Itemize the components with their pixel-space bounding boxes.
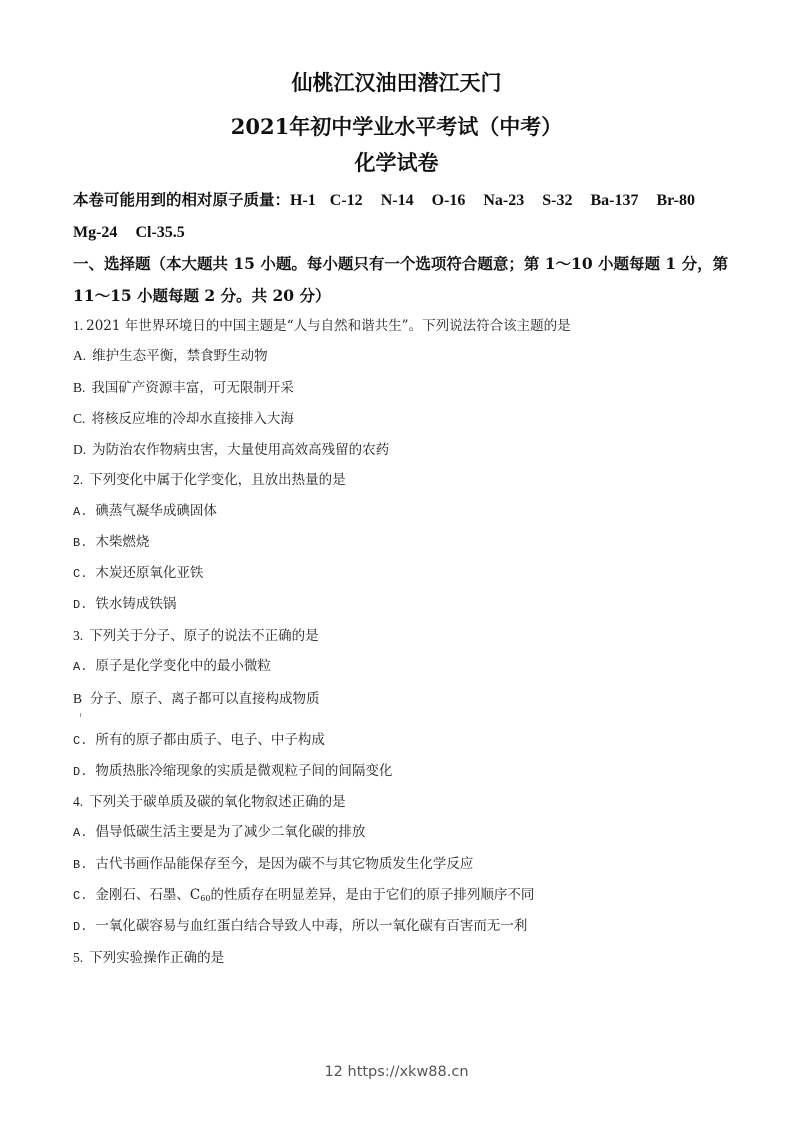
option-1d [73,443,389,458]
option-key: C. [73,567,88,581]
option-3d [73,765,392,779]
option-text: 分子、原子、离子都可以直接构成物质 [90,691,320,707]
option-text: 所有的原子都由质子、电子、中子构成 [95,732,325,748]
option-key: A. [73,660,88,674]
section-header: 一、选择题（本大题共 15 小题。每小题只有一个选项符合题意；第 1～10 小题每题 1 分，第 [73,254,729,273]
option-key: D. [73,442,87,457]
option-key: B [73,691,83,706]
atomic-mass-item: Mg-24 [73,224,118,241]
option-1a [73,349,268,364]
option-4c [73,889,534,903]
scan-artifact [80,713,81,717]
question-stem: 下列关于碳单质及碳的氧化物叙述正确的是 [89,794,346,810]
footer-url[interactable]: https://xkw88.cn [347,1064,469,1080]
question-1 [73,319,571,334]
option-text: 碘蒸气凝华成碘固体 [95,503,217,519]
atomic-masses-label: 本卷可能用到的相对原子质量： [73,190,291,209]
option-key: A. [73,505,88,519]
option-key: D. [73,765,88,779]
title-region: 仙桃江汉油田潜江天门 [291,70,502,95]
atomic-masses-line [73,192,709,209]
atomic-mass-item: N-14 [380,192,414,209]
option-key: D. [73,598,88,612]
option-1c [73,412,294,427]
atomic-mass-item: Cl-35.5 [135,224,185,241]
option-4d [73,920,527,934]
option-key: C. [73,734,88,748]
option-3b [73,692,320,707]
question-number: 1. [73,318,84,333]
section-header-cont: 11～15 小题每题 2 分。共 20 分） [73,286,331,305]
option-2c [73,567,203,581]
option-1b [73,381,294,396]
question-number: 3. [73,628,84,643]
option-key: B. [73,536,88,550]
option-key: A. [73,348,87,363]
option-key: B. [73,380,86,395]
option-text: 倡导低碳生活主要是为了减少二氧化碳的排放 [95,824,366,840]
subscript-60: 60 [200,894,211,903]
option-key: A. [73,826,88,840]
atomic-mass-item: C-12 [329,192,363,209]
question-number: 2. [73,472,84,487]
question-stem: 下列实验操作正确的是 [89,950,225,966]
question-3 [73,629,319,644]
option-text: 将核反应堆的冷却水直接排入大海 [91,411,294,427]
option-text: 一氧化碳容易与血红蛋白结合导致人中毒，所以一氧化碳有百害而无一利 [95,918,528,934]
question-2 [73,473,346,488]
option-text: 维护生态平衡，禁食野生动物 [92,348,268,364]
title-subject: 化学试卷 [354,150,439,175]
option-text-before: 金刚石、石墨、C [95,887,201,903]
atomic-mass-item: Br-80 [656,192,695,209]
option-text: 为防治农作物病虫害，大量使用高效高残留的农药 [92,442,390,458]
question-5 [73,951,224,966]
option-text-after: 的性质存在明显差异，是由于它们的原子排列顺序不同 [210,887,535,903]
title-exam: 2021年初中学业水平考试（中考） [230,114,563,139]
question-stem: 2021 年世界环境日的中国主题是“人与自然和谐共生”。下列说法符合该主题的是 [86,318,571,334]
atomic-mass-item: Na-23 [483,192,525,209]
option-3a [73,660,271,674]
question-stem: 下列关于分子、原子的说法不正确的是 [89,628,319,644]
question-number: 4. [73,794,84,809]
option-text: 木炭还原氧化亚铁 [95,565,204,581]
page-number: 12 [324,1064,343,1080]
atomic-mass-item: Ba-137 [590,192,639,209]
option-key: C. [73,889,88,903]
option-4a [73,826,365,840]
atomic-mass-item: H-1 [290,192,316,209]
option-key: D. [73,920,88,934]
option-text: 原子是化学变化中的最小微粒 [95,658,271,674]
option-3c [73,734,325,748]
option-text: 我国矿产资源丰富，可无限制开采 [91,380,294,396]
question-stem: 下列变化中属于化学变化，且放出热量的是 [89,472,346,488]
option-2d [73,598,176,612]
atomic-mass-item: S-32 [542,192,573,209]
option-text: 木柴燃烧 [95,534,150,550]
option-key: B. [73,858,88,872]
option-text: 物质热胀冷缩现象的实质是微观粒子间的间隔变化 [95,763,393,779]
option-text: 古代书画作品能保存至今，是因为碳不与其它物质发生化学反应 [95,856,474,872]
atomic-mass-item: O-16 [431,192,466,209]
option-key: C. [73,411,86,426]
option-text: 铁水铸成铁锅 [95,596,177,612]
question-4 [73,795,346,810]
atomic-masses-line-2 [73,224,199,241]
option-2a [73,505,217,519]
option-2b [73,536,149,550]
option-4b [73,858,473,872]
question-number: 5. [73,950,84,965]
page-footer [0,1064,793,1080]
